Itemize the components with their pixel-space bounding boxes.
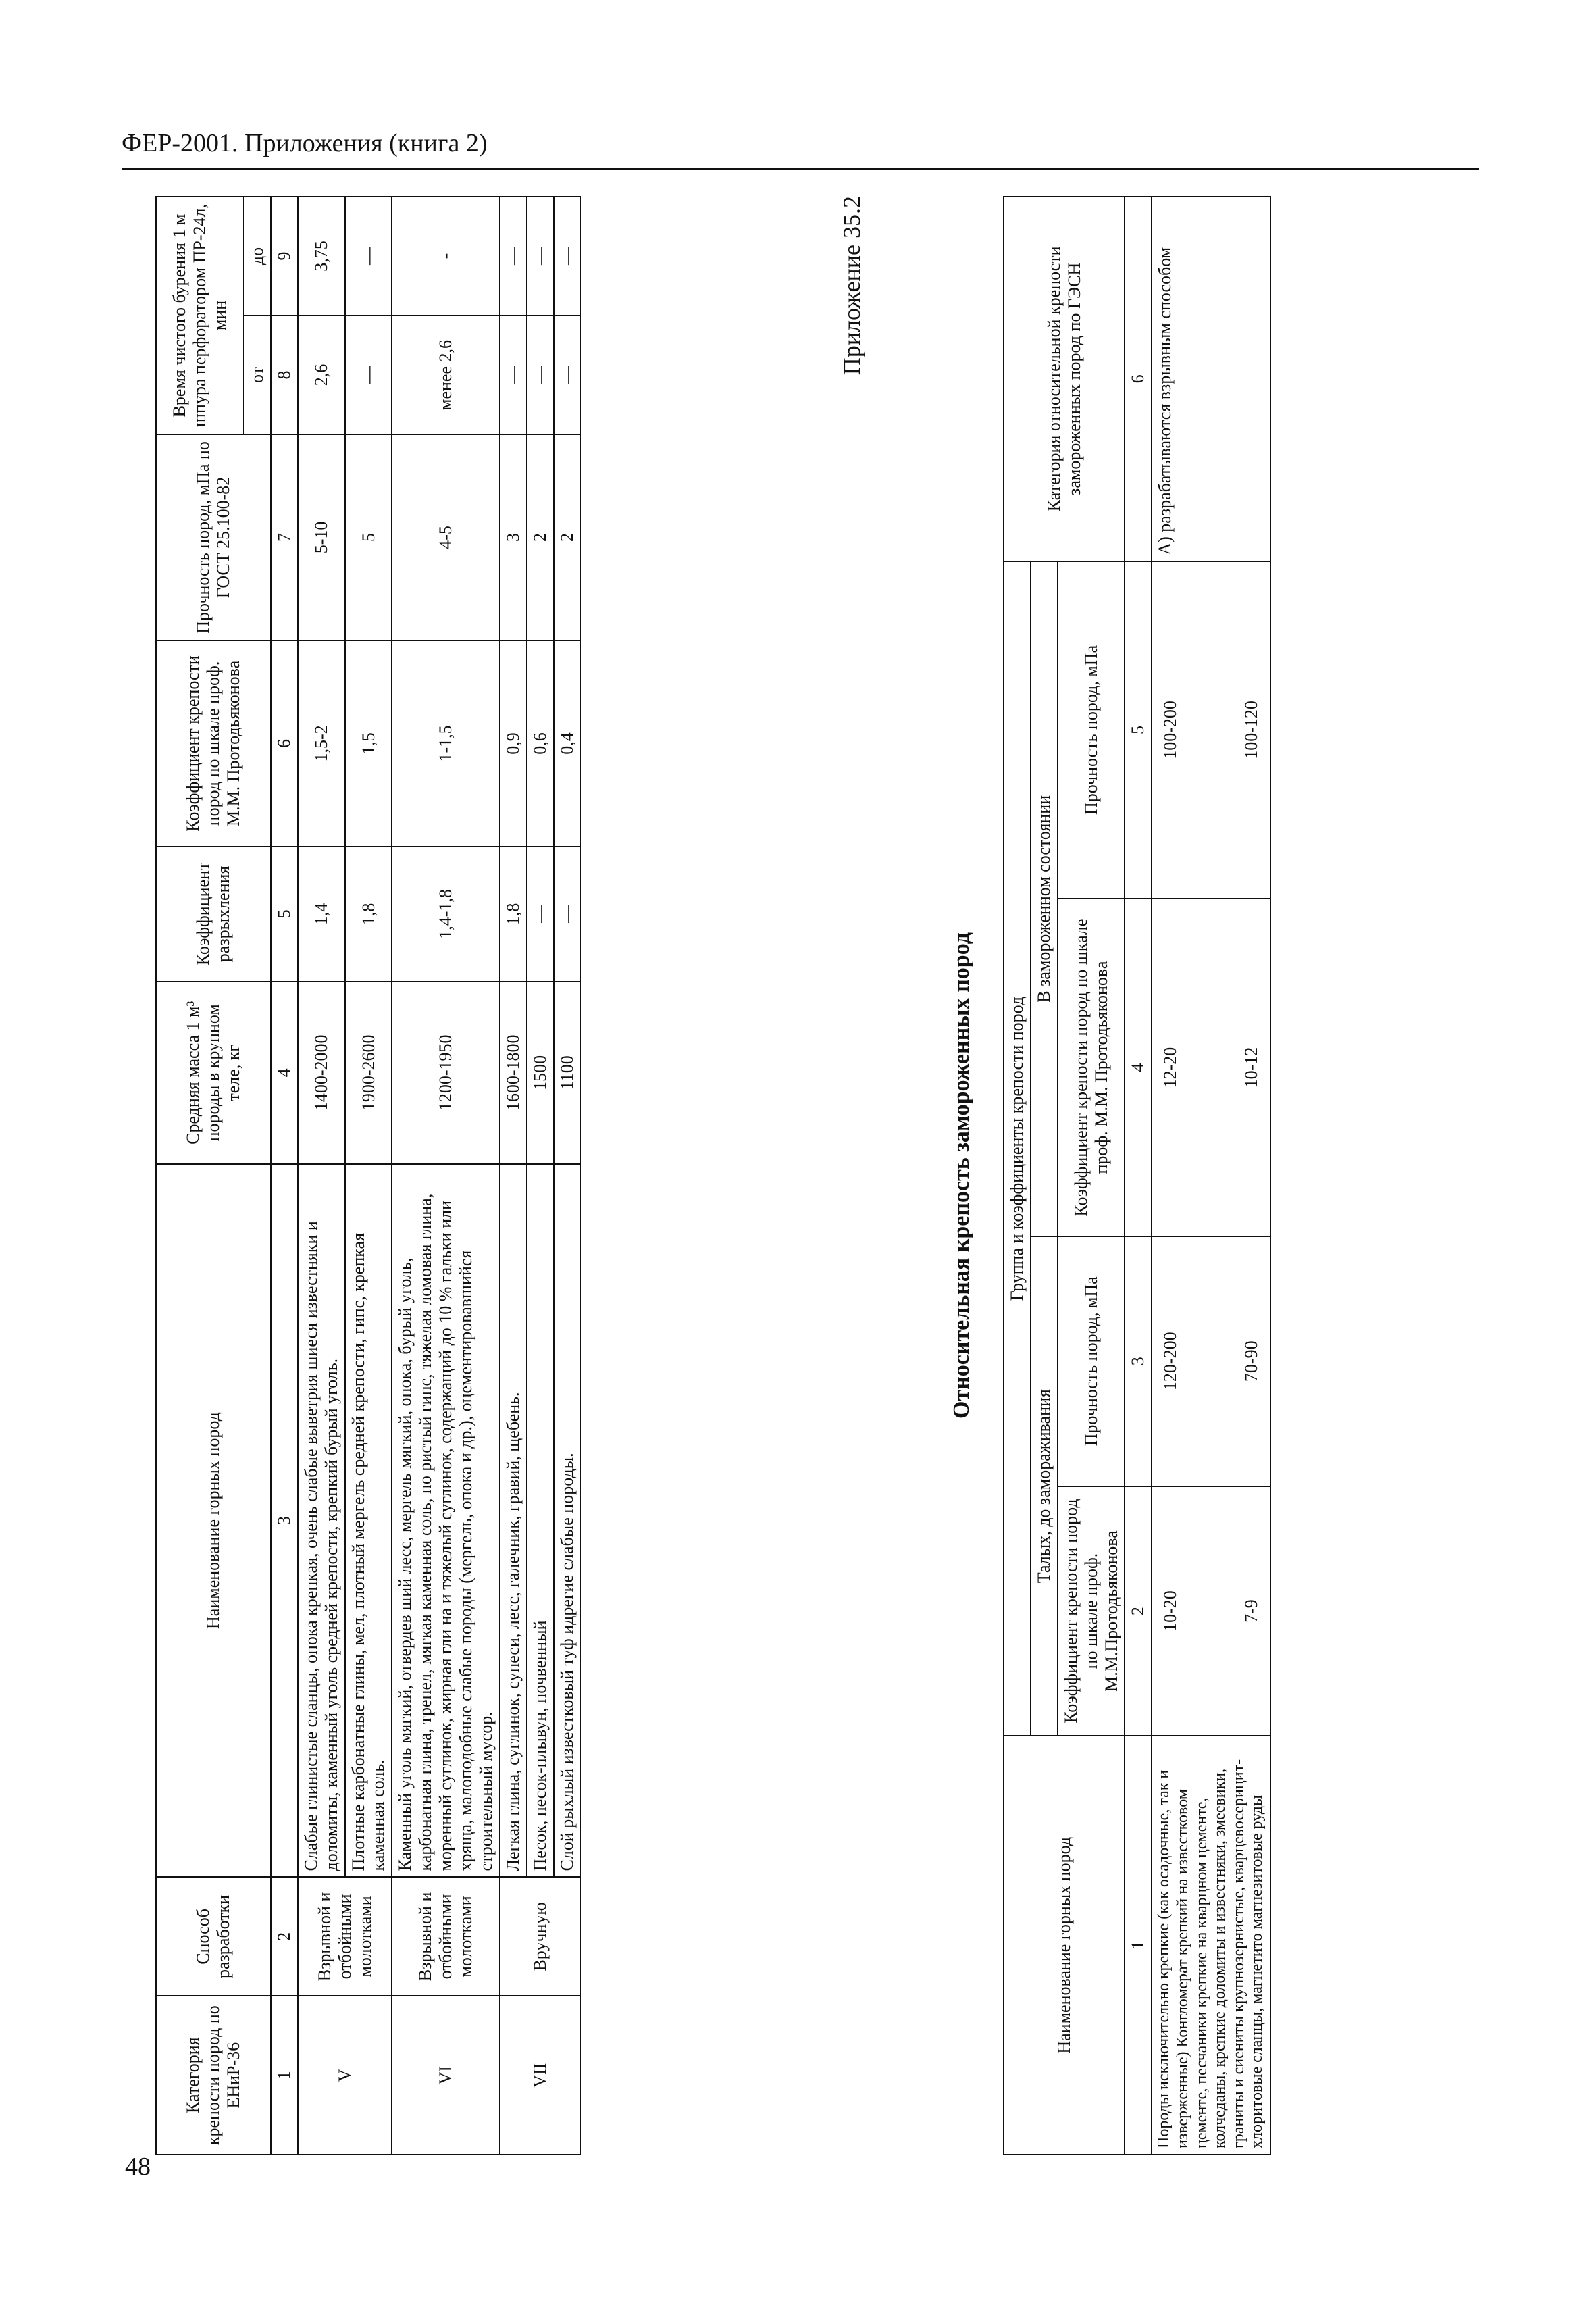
category-cell: VI (392, 1996, 499, 2155)
col-number: 3 (271, 1164, 298, 1878)
rock-name-cell: Плотные карбонатные глины, мел, плотный мергель средней крепости, гипс, крепкая каменная соль. (345, 1164, 392, 1878)
page-number: 48 (125, 2153, 151, 2181)
mass-cell: 1900-2600 (345, 982, 392, 1164)
drill-to-cell: 3,75 (298, 197, 345, 316)
table-row (298, 197, 345, 2155)
header-strength: Прочность пород, мПа по ГОСТ 25.100-82 (156, 434, 271, 640)
col-number: 9 (271, 197, 298, 316)
loosening-cell: 1,4 (298, 847, 345, 982)
rock-name-cell: Слой рыхлый известковый туф идрегие слабые породы. (554, 1164, 581, 1878)
header-name: Наименование горных пород (156, 1164, 271, 1878)
col-number: 6 (1125, 197, 1152, 561)
strength-cell: 5-10 (298, 434, 345, 640)
strength-cell: 2 (527, 434, 554, 640)
header-strength-thawed: Прочность пород, мПа (1058, 1236, 1125, 1486)
col-number: 1 (1125, 1736, 1152, 2155)
coef-cell: 1,5-2 (298, 640, 345, 847)
value-lower: 7-9 (1241, 1599, 1262, 1623)
coef-cell: 0,6 (527, 640, 554, 847)
table-row (554, 197, 581, 2155)
drill-from-cell: — (345, 316, 392, 434)
drill-from-cell: — (554, 316, 581, 434)
table-row (527, 197, 554, 2155)
rock-name-cell: Слабые глинистые сланцы, опока крепкая, очень слабые выветрия шиеся известняки и доломиты, каменный уголь средней крепости, крепкий бурый уголь. (298, 1164, 345, 1878)
header-category: Категория относительной крепости замороженных пород по ГЭСН (1004, 197, 1125, 561)
header-from: от (244, 316, 271, 434)
value-lower: 10-12 (1241, 1047, 1262, 1088)
value-upper: 10-20 (1160, 1590, 1181, 1632)
method-cell: Взрывной и отбойными молотками (392, 1877, 499, 1996)
value-upper: 12-20 (1160, 1047, 1181, 1088)
category-cell: VII (500, 1996, 581, 2155)
header-coef-frozen: Коэффициент крепости пород по шкале проф. М.М. Протодьяконова (1058, 899, 1125, 1236)
drill-to-cell: — (500, 197, 527, 316)
col-number: 8 (271, 316, 298, 434)
header-name: Наименование горных пород (1004, 1736, 1125, 2155)
drill-from-cell: 2,6 (298, 316, 345, 434)
page-header: ФЕР-2001. Приложения (книга 2) (122, 129, 488, 157)
rock-name-cell: Каменный уголь мягкий, отвердев ший лесс, мергель мягкий, опока, бурый уголь, карбонатная глина, трепел, мягкая каменная соль, по ристый гипс, тяжелая ломовая глина, моренный суглинок, жирная гли на и тяжелый суглинок, содержащий до 10 % гальки или хряща, малоподобные слабые породы (мергель, опока и др.), оцементировавшийся строительный мусор. (392, 1164, 499, 1878)
drill-to-cell: — (554, 197, 581, 316)
category-cell: V (298, 1996, 392, 2155)
mass-cell: 1500 (527, 982, 554, 1164)
table-title: Относительная крепость замороженных пород (949, 932, 974, 1419)
col-number: 7 (271, 434, 298, 640)
mass-cell: 1600-1800 (500, 982, 527, 1164)
method-cell: Вручную (500, 1877, 581, 1996)
value-upper: 100-200 (1160, 701, 1181, 759)
loosening-cell: — (527, 847, 554, 982)
frozen-rock-table (1003, 196, 1271, 2155)
coef-thawed-cell (1152, 1486, 1270, 1736)
mass-cell: 1100 (554, 982, 581, 1164)
strength-cell: 3 (500, 434, 527, 640)
value-lower: 70-90 (1241, 1340, 1262, 1382)
rock-name-cell: Породы исключительно крепкие (как осадочные, так и изверженные) Конгломерат крепкий на известковом цементе, песчаники крепкие на кварцном цементе, колчеданы, крепкие доломиты и известняки, змеевики, граниты и сиениты крупнозернистые, кварцевосерицит-хлоритовые сланцы, магнетито магнезитовые руды (1152, 1736, 1270, 2155)
header-drill-time: Время чистого бурения 1 м шпура перфоратором ПР-24л, мин (156, 197, 244, 434)
header-thawed: Талых, до замораживания (1031, 1236, 1058, 1736)
strength-frozen-cell (1152, 561, 1270, 899)
col-number: 2 (1125, 1486, 1152, 1736)
table-row (500, 197, 527, 2155)
col-number: 6 (271, 640, 298, 847)
table-row (1152, 197, 1270, 2155)
strength-cell: 4-5 (392, 434, 499, 640)
column-number-row (1125, 197, 1152, 2155)
col-number: 4 (1125, 899, 1152, 1236)
col-number: 3 (1125, 1236, 1152, 1486)
header-method: Способ разработки (156, 1877, 271, 1996)
drill-from-cell: менее 2,6 (392, 316, 499, 434)
drill-from-cell: — (527, 316, 554, 434)
value-upper: 120-200 (1160, 1332, 1181, 1391)
loosening-cell: — (554, 847, 581, 982)
rotated-content (155, 196, 1337, 2155)
coef-cell: 1,5 (345, 640, 392, 847)
coef-cell: 0,4 (554, 640, 581, 847)
loosening-cell: 1,4-1,8 (392, 847, 499, 982)
drill-to-cell: — (345, 197, 392, 316)
rock-name-cell: Песок, песок-плывун, почвенный (527, 1164, 554, 1878)
header-frozen: В замороженном состоянии (1031, 561, 1058, 1236)
header-strength-coef: Коэффициент крепости пород по шкале проф. М.М. Протодьяконова (156, 640, 271, 847)
coef-frozen-cell (1152, 899, 1270, 1236)
header-strength-frozen: Прочность пород, мПа (1058, 561, 1125, 899)
mass-cell: 1200-1950 (392, 982, 499, 1164)
strength-thawed-cell (1152, 1236, 1270, 1486)
header-to: до (244, 197, 271, 316)
header-divider (122, 168, 1479, 170)
strength-cell: 5 (345, 434, 392, 640)
header-coef-thawed: Коэффициент крепости пород по шкале проф. М.М.Протодьяконова (1058, 1486, 1125, 1736)
category-cell: А) разрабатываются взрывным способом (1152, 197, 1270, 561)
strength-cell: 2 (554, 434, 581, 640)
drill-from-cell: — (500, 316, 527, 434)
method-cell: Взрывной и отбойными молотками (298, 1877, 392, 1996)
header-group: Группа и коэффициенты крепости пород (1004, 561, 1031, 1736)
value-lower: 100-120 (1241, 701, 1262, 759)
col-number: 5 (1125, 561, 1152, 899)
col-number: 5 (271, 847, 298, 982)
column-number-row (271, 197, 298, 2155)
header-mass: Средняя масса 1 м³ породы в крупном теле, кг (156, 982, 271, 1164)
rock-name-cell: Легкая глина, суглинок, супеси, лесс, галечник, гравий, щебень. (500, 1164, 527, 1878)
col-number: 2 (271, 1877, 298, 1996)
header-loosening: Коэффициент разрыхления (156, 847, 271, 982)
header-category: Категория крепости пород по ЕНиР-36 (156, 1996, 271, 2155)
drill-to-cell: — (527, 197, 554, 316)
table-header-row (1004, 197, 1031, 2155)
loosening-cell: 1,8 (345, 847, 392, 982)
appendix-label: Приложение 35.2 (838, 196, 865, 376)
rock-strength-table (155, 196, 581, 2155)
table-row (345, 197, 392, 2155)
col-number: 4 (271, 982, 298, 1164)
col-number: 1 (271, 1996, 298, 2155)
table-header-row (156, 197, 244, 2155)
coef-cell: 0,9 (500, 640, 527, 847)
drill-to-cell: - (392, 197, 499, 316)
mass-cell: 1400-2000 (298, 982, 345, 1164)
coef-cell: 1-1,5 (392, 640, 499, 847)
loosening-cell: 1,8 (500, 847, 527, 982)
table-row (392, 197, 499, 2155)
